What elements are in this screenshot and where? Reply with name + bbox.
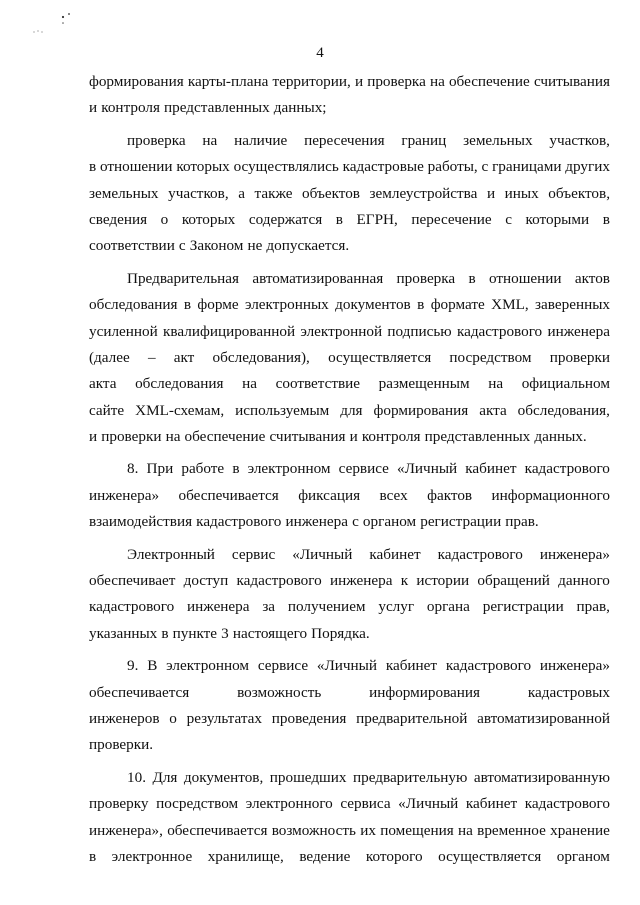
word: усиленной [89,322,158,340]
word: проведения [271,709,347,727]
word: прав, [576,598,610,616]
word: 9. [127,657,139,675]
paragraph [89,653,610,759]
word: Электронный [127,545,215,563]
text-line [89,568,610,594]
word: иных [504,184,539,202]
word: на [488,375,504,393]
word: которыми [525,210,590,228]
word: XML-схемам, [135,401,225,419]
word: органом [556,847,610,865]
word: «Личный [398,795,459,813]
word: возможность [237,683,322,701]
word: на [429,73,445,90]
word: «Личный [397,460,458,478]
word: формирования [373,401,469,419]
word: сервисе [257,657,309,675]
word: инженера [547,322,610,340]
word: обеспечивается [89,683,190,701]
word: о [160,210,169,228]
word: в [602,210,610,228]
text-line [89,621,610,647]
word: ведение [299,847,351,865]
word: актов [574,269,610,287]
word: карты-плана [187,73,269,90]
word: органа [426,598,470,616]
word: объектов [302,184,360,202]
word: заверенных [535,296,610,314]
word: в [335,210,343,228]
word: не [247,237,263,255]
word: хранилище, [207,847,284,865]
word: всех [379,486,408,504]
text-line [89,345,610,371]
word: В [147,657,158,675]
word: обращений [477,572,550,590]
paragraph [89,128,610,260]
word: хранение [550,821,610,839]
word: 3 [221,624,229,642]
text-line [89,844,610,870]
word: и [486,184,496,202]
word: получением [287,598,366,616]
word: инженера» [539,545,610,563]
word: обеспечение [448,73,530,90]
word: обеспечение [184,428,266,446]
word: сайте [89,401,125,419]
word: инженера [187,598,250,616]
word: возможность [271,821,356,839]
word: которых [176,158,230,176]
word: пересечения [304,131,385,149]
paragraph [89,542,610,648]
text-line [89,765,610,791]
word: кадастрового [437,545,523,563]
text-line [89,791,610,817]
word: форме [197,296,239,314]
word: «Личный [292,545,353,563]
word: на [242,375,258,393]
text-line [89,594,610,620]
text-line [89,181,610,207]
word: Для [152,768,178,786]
word: 10. [127,768,146,786]
word: на [458,821,473,839]
word: документов, [183,768,264,786]
word: проверки [101,428,162,446]
word: фактов [427,486,473,504]
word: предварительной [356,709,468,727]
word: участков, [549,131,610,149]
word: информирования [369,683,481,701]
word: кадастрового [456,322,543,340]
text-line [89,424,610,450]
word: инженера [285,513,348,531]
word: проверка [367,73,426,90]
word: в [183,296,192,314]
text-line [89,233,610,259]
word: которых [181,210,236,228]
word: кадастрового [445,657,532,675]
word: взаимодействия [89,513,193,531]
word: услуг [378,598,415,616]
word: кадастрового [89,598,175,616]
word: помещения [380,821,454,839]
page-number: 4 [316,45,324,61]
word: прав. [505,513,539,531]
text-line [89,154,610,180]
word: наличие [234,131,288,149]
word: в [89,158,97,176]
word: представленных [424,428,531,446]
word: инженера» [89,486,160,504]
word: контроля [361,428,421,446]
word: также [254,184,293,202]
word: пересечение [411,210,492,228]
word: регистрации [482,598,564,616]
word: доступ [183,572,229,590]
word: к [400,572,409,590]
word: XML, [491,296,529,314]
paragraph [89,456,610,535]
scan-specks [30,10,90,40]
word: указанных [89,624,158,642]
word: электронном [166,657,250,675]
word: данных. [534,428,587,446]
word: границами [492,158,562,176]
word: истории [416,572,470,590]
word: за [262,598,276,616]
word: «Личный [316,657,378,675]
word: официальном [521,375,610,393]
text-line [89,319,610,345]
word: результатах [186,709,263,727]
word: проверка [127,131,186,149]
text-line [89,69,610,95]
word: регистрации [420,513,502,531]
text-line [89,207,610,233]
text-line [89,371,610,397]
word: допускается. [266,237,350,255]
word: электронных [244,296,329,314]
word: формате [430,296,485,314]
word: в [417,296,425,314]
word: на [202,131,218,149]
word: обследования), [212,348,310,366]
word: прошедших [269,768,347,786]
word: инженера [329,572,393,590]
word: и [89,99,98,117]
word: Законом [189,237,244,255]
word: проверки. [89,736,154,754]
word: кадастровые [342,158,424,176]
word: – [147,348,156,366]
word: и [354,73,364,90]
paragraph [89,69,610,122]
word: обеспечивается [178,486,279,504]
word: землеустройства [369,184,478,202]
text-line [89,653,610,679]
word: работе [181,460,225,478]
word: соответствии [89,237,175,255]
word: с [505,210,512,228]
word: кадастрового [524,795,610,813]
word: земельных [89,184,159,202]
word: Предварительная [127,269,240,287]
word: а [238,184,245,202]
word: электронное [111,847,193,865]
word: контроля [101,99,160,117]
word: кабинет [465,460,517,478]
word: обследования [135,375,224,393]
word: подписью [387,322,452,340]
word: осуществляется [328,348,432,366]
word: временное [477,821,546,839]
word: обеспечивает [89,572,176,590]
word: сервисе [338,460,389,478]
text-line [89,292,610,318]
word: в [468,269,476,287]
word: кадастрового [524,460,610,478]
word: границ [401,131,447,149]
word: (далее [89,348,130,366]
document-body [89,69,610,870]
text-line [89,483,610,509]
word: осуществляется [438,847,542,865]
word: инженеров [89,709,160,727]
text-line [89,818,610,844]
word: информационного [491,486,610,504]
word: с [178,237,186,255]
word: кадастровых [527,683,610,701]
word: представленных [164,99,270,117]
word: посредством [449,348,532,366]
word: содержатся [248,210,323,228]
word: сведения [89,210,148,228]
text-line [89,456,610,482]
word: отношении [99,158,173,176]
word: посредством [156,795,239,813]
word: используемым [235,401,330,419]
word: акт [173,348,195,366]
text-line [89,732,610,758]
word: объектов, [548,184,610,202]
word: кабинет [369,545,421,563]
word: в [161,624,169,642]
text-line [89,95,610,121]
text-line [89,128,610,154]
word: квалифицированной [163,322,296,340]
word: Порядка. [311,624,370,642]
word: данного [558,572,610,590]
word: кадастрового [236,572,322,590]
word: участков, [168,184,229,202]
word: отношении [488,269,562,287]
text-line [89,398,610,424]
word: формирования [89,73,184,90]
word: акта [89,375,117,393]
word: электронной [300,322,383,340]
word: данных; [273,99,327,117]
word: территории, [272,73,351,90]
word: других [565,158,610,176]
word: электронном [247,460,331,478]
word: с [352,513,359,531]
word: и [89,428,98,446]
word: кадастрового [196,513,282,531]
word: с [481,158,489,176]
word: обследования [89,296,178,314]
word: При [146,460,174,478]
word: которого [365,847,423,865]
word: пункте [172,624,218,642]
word: считывания [269,428,346,446]
word: инженера» [539,657,610,675]
word: о [169,709,177,727]
text-line [89,542,610,568]
word: в [232,460,240,478]
word: на [165,428,181,446]
text-line [89,706,610,732]
word: проверки [549,348,610,366]
word: электронного [245,795,333,813]
word: сервиса [340,795,391,813]
word: фиксация [298,486,361,504]
word: предварительную [352,768,468,786]
word: соответствие [275,375,361,393]
word: размещенным [378,375,470,393]
word: автоматизированная [252,269,384,287]
paragraph [89,266,610,451]
word: работы, [427,158,478,176]
word: акта [479,401,507,419]
word: автоматизированной [477,709,610,727]
word: сервис [231,545,276,563]
word: для [340,401,363,419]
word: проверка [396,269,456,287]
word: документов [335,296,411,314]
word: земельных [463,131,533,149]
word: ЕГРН, [356,210,398,228]
word: проверку [89,795,149,813]
word: их [360,821,376,839]
word: автоматизированную [473,768,610,786]
word: инженера», [89,821,163,839]
word: органом [362,513,417,531]
text-line [89,509,610,535]
word: кабинет [385,657,438,675]
word: и [349,428,358,446]
word: обеспечивается [167,821,268,839]
word: осуществлялись [233,158,339,176]
word: настоящего [232,624,308,642]
text-line [89,680,610,706]
word: кабинет [465,795,518,813]
paragraph [89,765,610,871]
word: в [89,847,97,865]
word: считывания [533,73,610,90]
text-line [89,266,610,292]
word: обследования, [517,401,610,419]
word: 8. [127,460,139,478]
